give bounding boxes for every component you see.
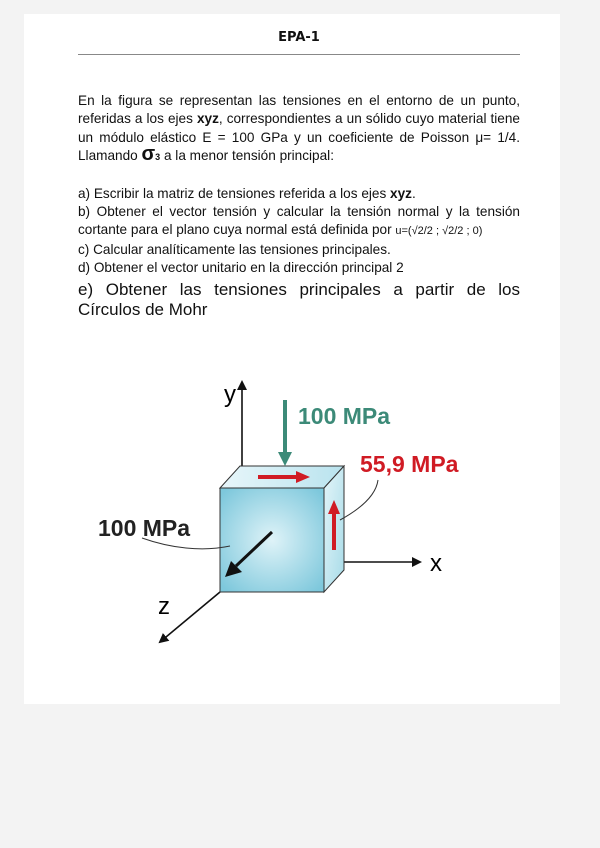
top-stress-label: 100 MPa: [298, 403, 391, 429]
top-normal-stress-arrowhead: [278, 452, 292, 466]
intro-part2: , correspondientes a un sólido cuyo material tiene un módulo elástico E = 100 GPa y un coeficiente de Poisson μ= 1/4. Llamando: [78, 111, 520, 164]
task-b-vector: u=(√2/2 ; √2/2 ; 0): [395, 225, 483, 238]
problem-statement: [78, 92, 520, 320]
task-e: e) Obtener las tensiones principales a partir de los Círculos de Mohr: [78, 279, 520, 319]
task-b: [78, 203, 520, 241]
task-a-end: .: [411, 185, 416, 201]
intro-part1: En la figura se representan las tensiones en el entorno de un punto, referidas a los ejes: [78, 93, 520, 127]
task-list: [78, 185, 520, 320]
x-axis-label: x: [430, 550, 442, 577]
front-stress-label: 100 MPa: [98, 515, 191, 541]
z-axis-label: z: [158, 593, 170, 620]
sigma-symbol: σ: [141, 143, 156, 166]
sigma-subscript: 3: [155, 152, 161, 163]
task-a-text: a) Escribir la matriz de tensiones referida a los ejes: [78, 185, 391, 201]
shear-stress-label: 55,9 MPa: [360, 451, 459, 477]
intro-axes: xyz: [196, 111, 219, 127]
page-title: EPA-1: [278, 30, 320, 45]
stress-cube-figure: [90, 370, 490, 650]
intro-part3: a la menor tensión principal:: [160, 148, 334, 164]
intro-paragraph: [78, 92, 520, 167]
y-axis-label: y: [224, 381, 236, 408]
cube-front-face: [220, 488, 324, 592]
shear-label-leader: [340, 480, 378, 520]
header-divider: [78, 54, 520, 55]
task-a-axes: xyz: [390, 185, 412, 201]
task-a: [78, 185, 520, 203]
task-b-text: b) Obtener el vector tensión y calcular la tensión normal y la tensión cortante para el plano cuya normal está definida por: [78, 204, 520, 238]
task-d: d) Obtener el vector unitario en la dirección principal 2: [78, 260, 404, 276]
task-c: c) Calcular analíticamente las tensiones principales.: [78, 241, 391, 257]
